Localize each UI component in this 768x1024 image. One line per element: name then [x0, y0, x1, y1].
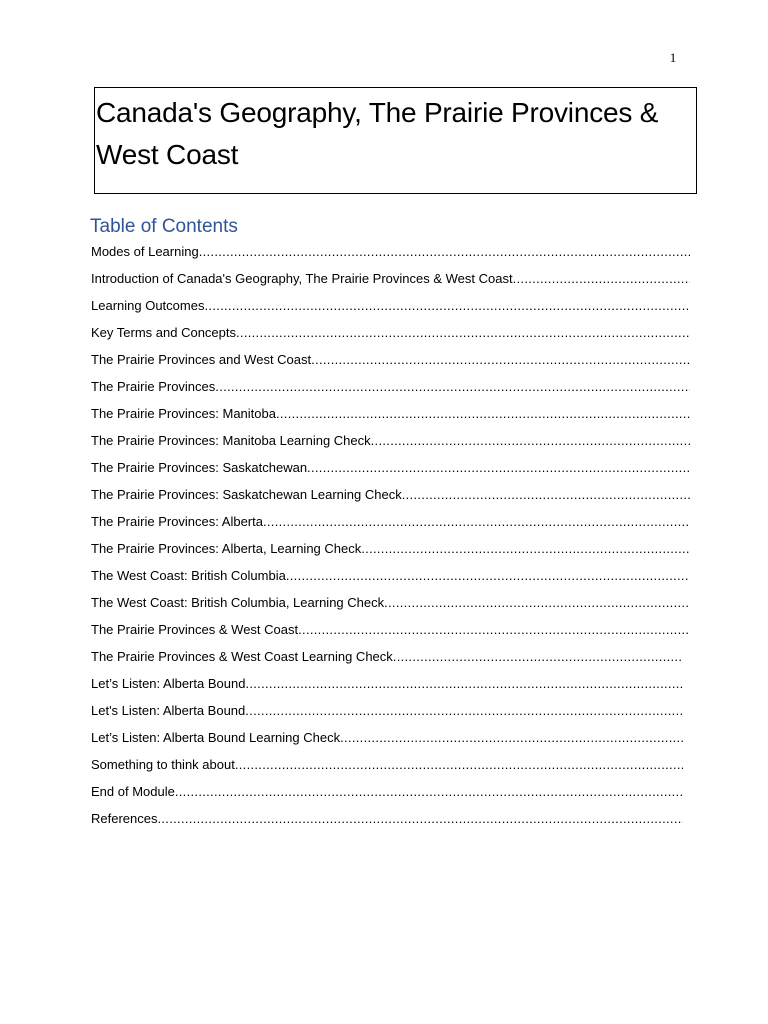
toc-entry[interactable]: [91, 378, 690, 405]
toc-entry[interactable]: [91, 729, 683, 756]
toc-entry[interactable]: [91, 486, 690, 513]
toc-entry-label: Something to think about: [91, 757, 235, 772]
toc-entry[interactable]: [91, 648, 683, 675]
toc-dot-leader: [236, 324, 690, 341]
toc-entry-label: Key Terms and Concepts: [91, 325, 236, 340]
toc-dot-leader: [157, 810, 683, 827]
toc-entry-label: The Prairie Provinces: Alberta, Learning Check: [91, 541, 362, 556]
document-title: Canada's Geography, The Prairie Provinces & West Coast: [96, 97, 659, 170]
toc-entry-label: Let’s Listen: Alberta Bound: [91, 676, 246, 691]
toc-dot-leader: [286, 567, 690, 584]
toc-dot-leader: [402, 486, 690, 503]
toc-entry-label: The Prairie Provinces: [91, 379, 216, 394]
toc-entry-label: End of Module: [91, 784, 175, 799]
toc-entry[interactable]: [91, 675, 683, 702]
toc-dot-leader: [384, 594, 690, 611]
toc-entry-label: References: [91, 811, 158, 826]
toc-entry-label: Introduction of Canada's Geography, The Prairie Provinces & West Coast: [91, 271, 513, 286]
toc-entry-label: Let's Listen: Alberta Bound: [91, 703, 246, 718]
toc-dot-leader: [235, 756, 683, 773]
toc-list: [91, 243, 690, 837]
toc-entry[interactable]: [91, 621, 690, 648]
toc-entry[interactable]: [91, 324, 690, 351]
toc-entry[interactable]: [91, 405, 690, 432]
toc-entry[interactable]: [91, 270, 690, 297]
toc-entry-label: Modes of Learning: [91, 244, 199, 259]
toc-entry[interactable]: [91, 351, 690, 378]
toc-dot-leader: [513, 270, 690, 287]
toc-entry-label: The Prairie Provinces: Saskatchewan Learning Check: [91, 487, 402, 502]
toc-dot-leader: [298, 621, 690, 638]
toc-entry[interactable]: [91, 567, 690, 594]
toc-dot-leader: [199, 243, 690, 260]
toc-entry-label: Let’s Listen: Alberta Bound Learning Check: [91, 730, 341, 745]
toc-dot-leader: [245, 702, 683, 719]
toc-dot-leader: [340, 729, 683, 746]
toc-entry-label: The Prairie Provinces: Saskatchewan: [91, 460, 308, 475]
toc-dot-leader: [175, 783, 683, 800]
toc-dot-leader: [307, 459, 690, 476]
toc-entry[interactable]: [91, 783, 683, 810]
toc-dot-leader: [263, 513, 690, 530]
toc-entry-label: The West Coast: British Columbia: [91, 568, 286, 583]
toc-entry[interactable]: [91, 540, 690, 567]
toc-entry-label: The Prairie Provinces & West Coast Learning Check: [91, 649, 393, 664]
toc-entry[interactable]: [91, 810, 683, 837]
toc-entry-label: The Prairie Provinces: Manitoba: [91, 406, 276, 421]
toc-entry[interactable]: [91, 513, 690, 540]
toc-dot-leader: [276, 405, 690, 422]
toc-entry-label: The Prairie Provinces: Alberta: [91, 514, 263, 529]
toc-entry[interactable]: [91, 756, 683, 783]
toc-dot-leader: [204, 297, 690, 314]
page-number: 1: [669, 50, 677, 65]
toc-dot-leader: [361, 540, 690, 557]
toc-entry-label: The West Coast: British Columbia, Learning Check: [91, 595, 385, 610]
toc-entry[interactable]: [91, 297, 690, 324]
toc-entry-label: The Prairie Provinces & West Coast: [91, 622, 299, 637]
toc-dot-leader: [393, 648, 683, 665]
toc-entry[interactable]: [91, 459, 690, 486]
toc-entry-label: The Prairie Provinces and West Coast: [91, 352, 312, 367]
title-box: [94, 87, 697, 194]
toc-entry[interactable]: [91, 594, 690, 621]
toc-dot-leader: [215, 378, 690, 395]
toc-heading: Table of Contents: [90, 216, 238, 237]
toc-entry[interactable]: [91, 243, 690, 270]
toc-dot-leader: [245, 675, 683, 692]
toc-entry-label: The Prairie Provinces: Manitoba Learning Check: [91, 433, 371, 448]
toc-entry[interactable]: [91, 432, 690, 459]
toc-dot-leader: [371, 432, 690, 449]
toc-entry-label: Learning Outcomes: [91, 298, 205, 313]
toc-dot-leader: [311, 351, 690, 368]
toc-entry[interactable]: [91, 702, 683, 729]
